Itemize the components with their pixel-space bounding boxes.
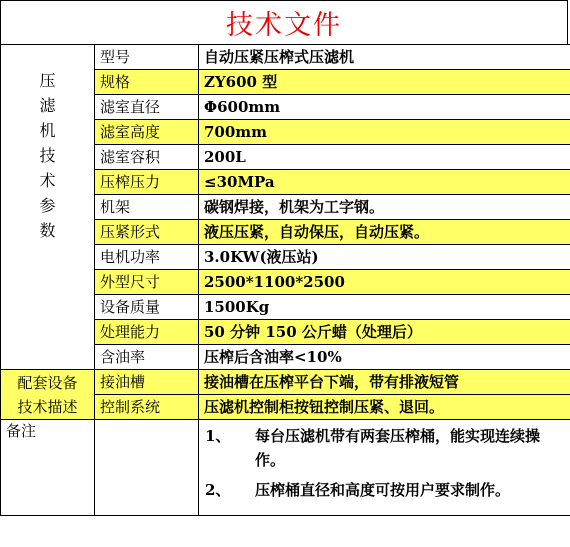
spec-label: 设备质量 [95,295,199,320]
notes-row [1,420,570,516]
spec-label: 电机功率 [95,245,199,270]
accessory-category-line: 技术描述 [17,397,78,416]
note-item [205,424,564,472]
spec-value: 3.0KW(液压站) [199,245,570,270]
spec-value: Φ600mm [199,95,570,120]
spec-value: 2500*1100*2500 [199,270,570,295]
note-number: 2、 [205,481,231,499]
spec-value: 200L [199,145,570,170]
spec-label: 压榨压力 [95,170,199,195]
spec-label: 规格 [95,70,199,95]
spec-value: ≤30MPa [199,170,570,195]
accessory-label: 控制系统 [95,395,199,420]
spec-value: 压榨后含油率<10% [199,345,570,370]
spec-label: 机架 [95,195,199,220]
spec-value: 碳钢焊接，机架为工字钢。 [199,195,570,220]
spec-row [1,45,570,70]
spec-label: 滤室高度 [95,120,199,145]
spec-value: 液压压紧，自动保压，自动压紧。 [199,220,570,245]
note-text: 每台压滤机带有两套压榨桶，能实现连续操作。 [255,427,541,469]
spec-label: 型号 [95,45,199,70]
notes-content [199,420,570,516]
spec-value: 700mm [199,120,570,145]
accessory-value: 接油槽在压榨平台下端，带有排液短管 [199,370,570,395]
category-char: 参 [39,196,56,215]
accessory-row [1,370,570,395]
accessory-category-line: 配套设备 [17,373,78,392]
spec-label: 滤室容积 [95,145,199,170]
category-vertical-text [6,71,89,240]
category-char: 数 [39,221,56,240]
spec-value: ZY600 型 [199,70,570,95]
spec-label: 压紧形式 [95,220,199,245]
category-cell-accessory [1,370,95,420]
accessory-value: 压滤机控制柜按钮控制压紧、退回。 [199,395,570,420]
category-char: 机 [39,121,56,140]
spec-value: 50 分钟 150 公斤蜡（处理后） [199,320,570,345]
note-text: 压榨桶直径和高度可按用户要求制作。 [255,481,511,499]
spec-value: 1500Kg [199,295,570,320]
notes-label: 备注 [1,420,95,516]
spec-label: 滤室直径 [95,95,199,120]
category-cell-machine-params [1,45,95,370]
note-number: 1、 [205,427,231,445]
spec-label: 外型尺寸 [95,270,199,295]
category-char: 压 [39,71,56,90]
document-title: 技术文件 [0,0,568,44]
spec-value: 自动压紧压榨式压滤机 [199,45,570,70]
spec-label: 处理能力 [95,320,199,345]
spec-label: 含油率 [95,345,199,370]
category-char: 术 [39,171,56,190]
notes-empty-cell [95,420,199,516]
note-item [205,478,564,502]
category-char: 技 [39,146,56,165]
category-char: 滤 [39,96,56,115]
spec-table [0,44,570,516]
accessory-label: 接油槽 [95,370,199,395]
